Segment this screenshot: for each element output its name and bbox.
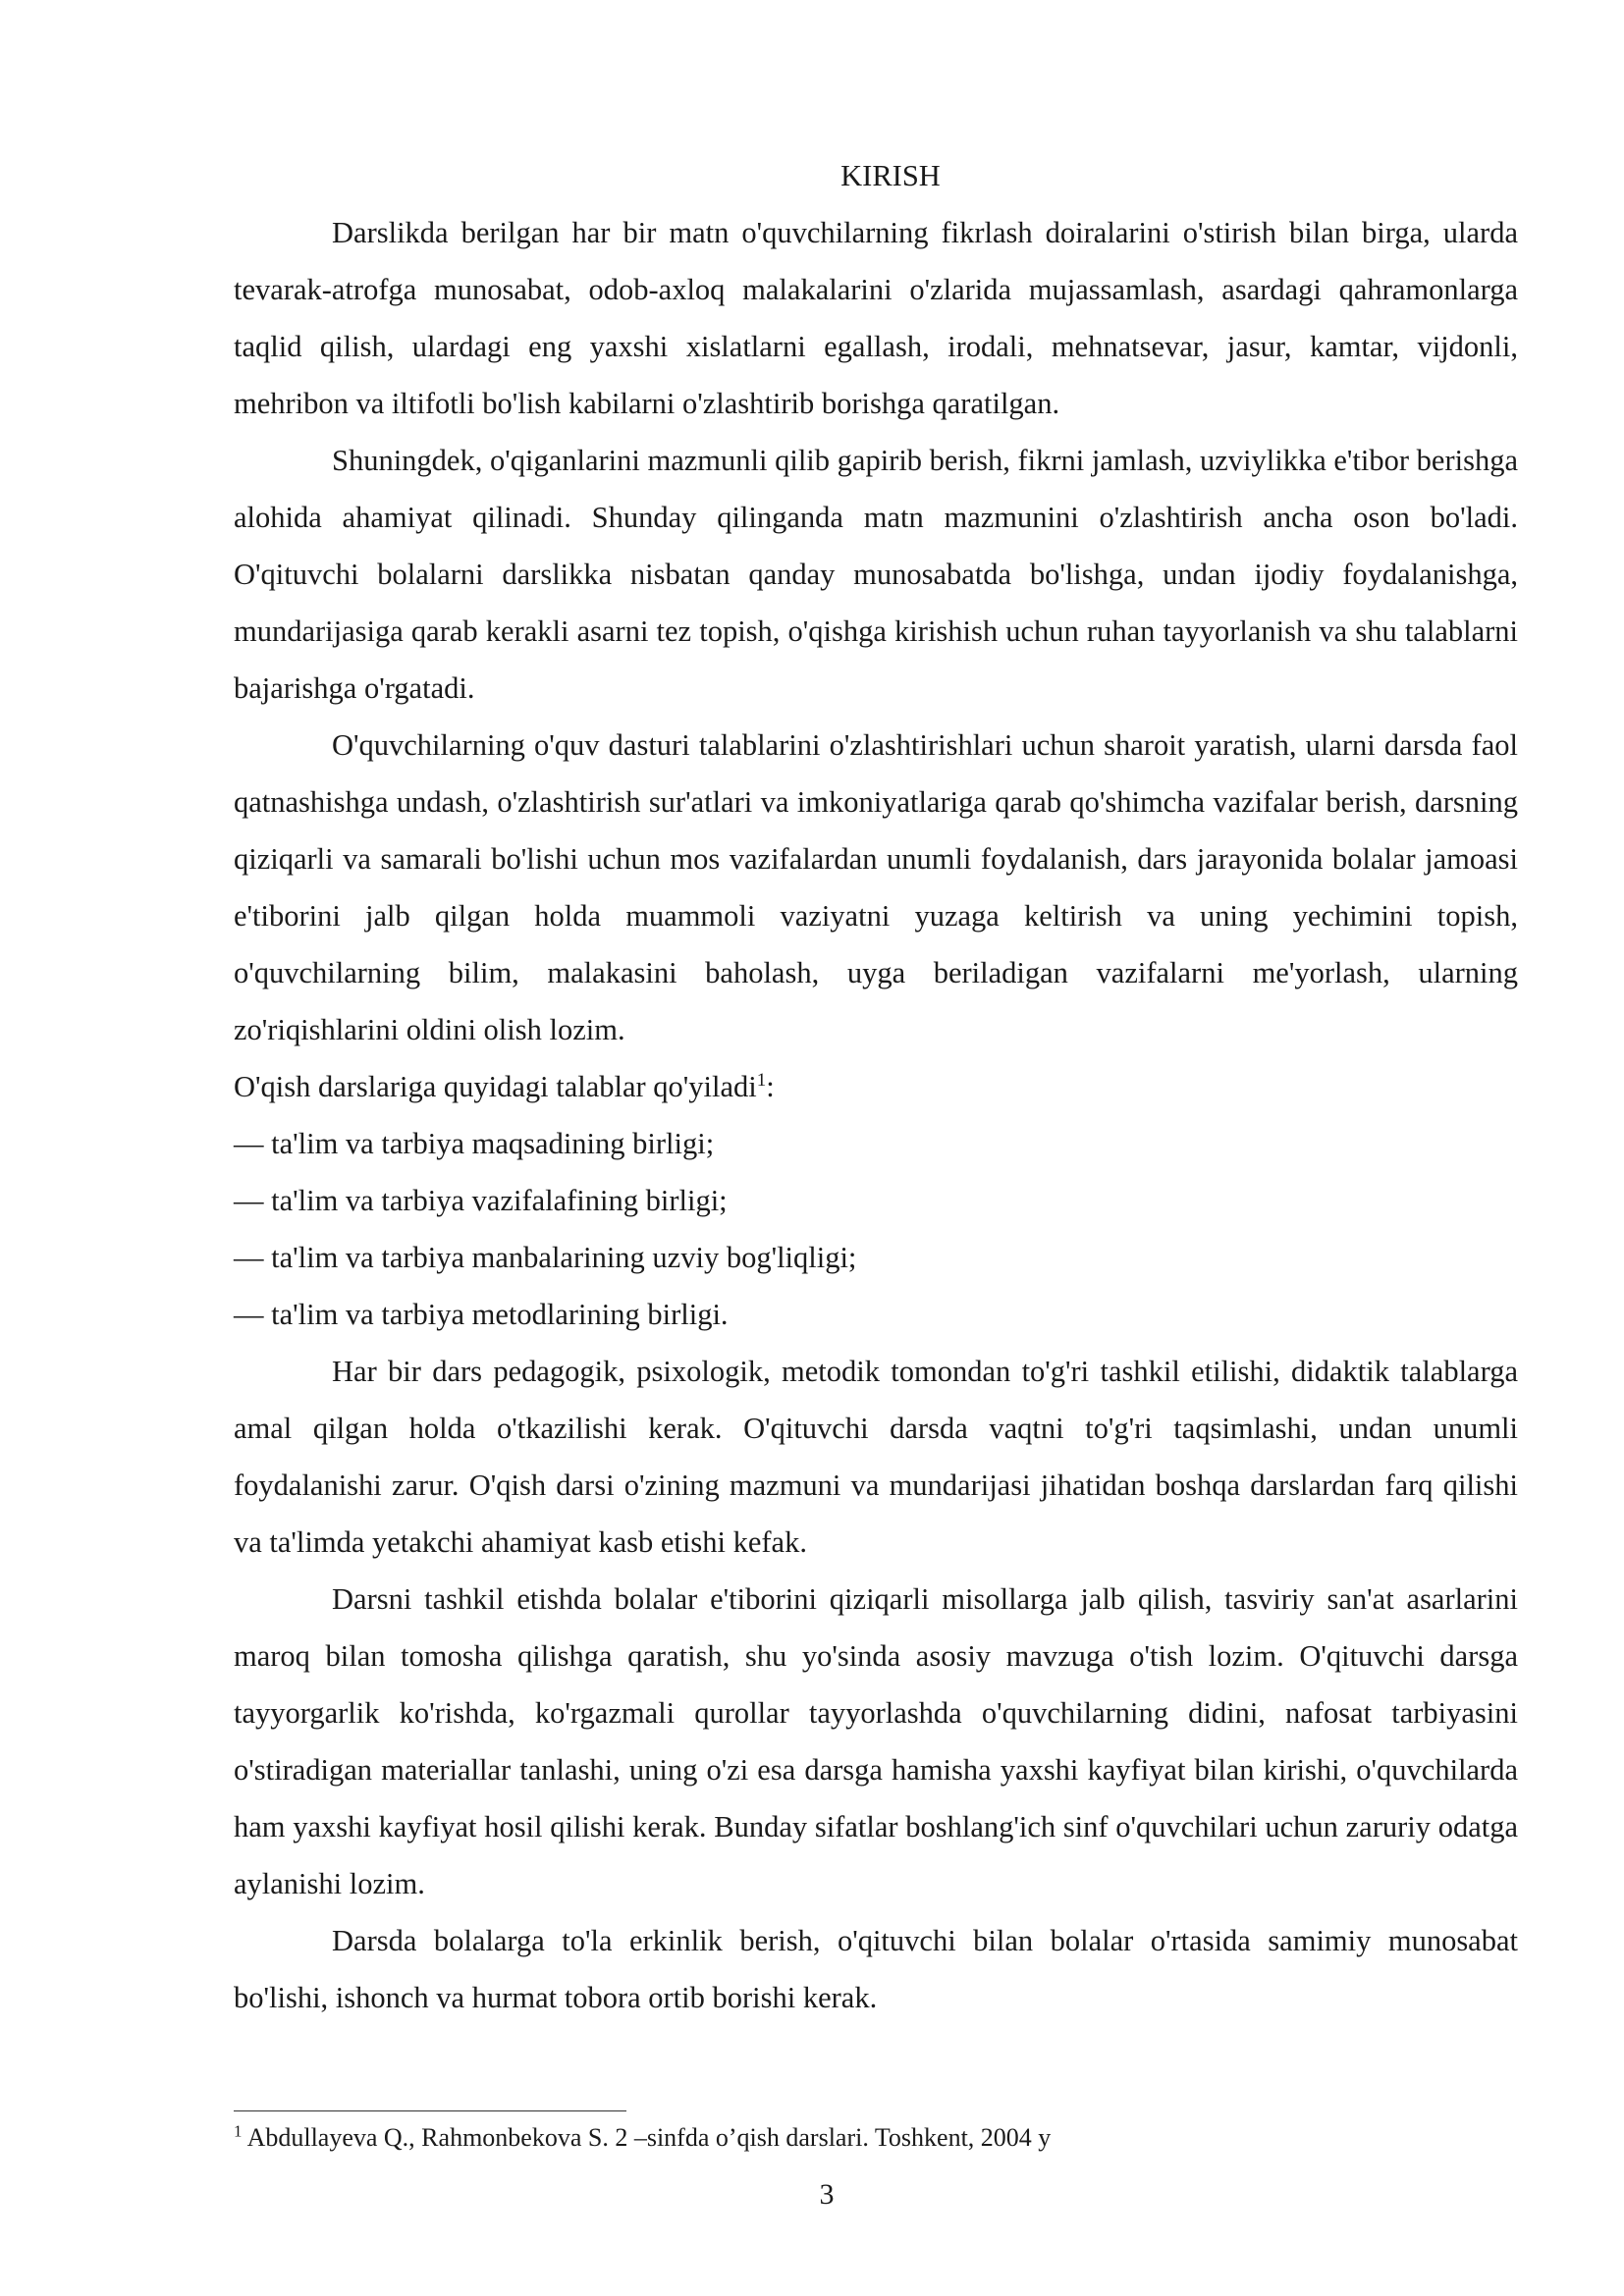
requirements-intro-colon: : [766, 1070, 775, 1103]
requirements-intro-text: O'qish darslariga quyidagi talablar qo'yiladi [234, 1070, 757, 1103]
list-item: — ta'lim va tarbiya vazifalafining birligi; [234, 1184, 728, 1217]
list-item: — ta'lim va tarbiya metodlarining birligi. [234, 1298, 729, 1331]
footnote-text: Abdullayeva Q., Rahmonbekova S. 2 –sinfda o’qish darslari. Toshkent, 2004 y [242, 2123, 1052, 2152]
paragraph-3: O'quvchilarning o'quv dasturi talablarini o'zlashtirishlari uchun sharoit yaratish, ularni darsda faol qatnashishga undash, o'zlashtirish sur'atlari va imkoniyatlariga qarab qo'shimcha vazifalar berish, darsning qiziqarli va samarali bo'lishi uchun mos vazifalardan unumli foydalanish, dars jarayonida bolalar jamoasi e'tiborini jalb qilgan holda muammoli vaziyatni yuzaga keltirish va uning yechimini topish, o'quvchilarning bilim, malakasini baholash, uyga beriladigan vazifalarni me'yorlash, ularning zo'riqishlarini oldini olish lozim. [234, 728, 1518, 1046]
footnote-marker: 1 [234, 2121, 243, 2141]
footnote-reference[interactable]: 1 [756, 1069, 767, 1091]
paragraph-2: Shuningdek, o'qiganlarini mazmunli qilib gapirib berish, fikrni jamlash, uzviylikka e'tibor berishga alohida ahamiyat qilinadi. Shunday qilinganda matn mazmunini o'zlashtirish ancha oson bo'ladi. O'qituvchi bolalarni darslikka nisbatan qanday munosabatda bo'lishga, undan ijodiy foydalanishga, mundarijasiga qarab kerakli asarni tez topish, o'qishga kirishish uchun ruhan tayyorlanish va shu talablarni bajarishga o'rgatadi. [234, 444, 1518, 705]
paragraph-requirements-intro [234, 1058, 1518, 1115]
footnote-divider [234, 2110, 626, 2111]
paragraph-6: Darsni tashkil etishda bolalar e'tiborini qiziqarli misollarga jalb qilish, tasviriy san'at asarlarini maroq bilan tomosha qilishga qaratish, shu yo'sinda asosiy mavzuga o'tish lozim. O'qituvchi darsga tayyorgarlik ko'rishda, ko'rgazmali qurollar tayyorlashda o'quvchilarning didini, nafosat tarbiyasini o'stiradigan materiallar tanlashi, uning o'zi esa darsga hamisha yaxshi kayfiyat bilan kirishi, o'quvchilarda ham yaxshi kayfiyat hosil qilishi kerak. Bunday sifatlar boshlang'ich sinf o'quvchilari uchun zaruriy odatga aylanishi lozim. [234, 1582, 1518, 1900]
paragraph-1: Darslikda berilgan har bir matn o'quvchilarning fikrlash doiralarini o'stirish bilan birga, ularda tevarak-atrofga munosabat, odob-axloq malakalarini o'zlarida mujassamlash, asardagi qahramonlarga taqlid qilish, ulardagi eng yaxshi xislatlarni egallash, irodali, mehnatsevar, jasur, kamtar, vijdonli, mehribon va iltifotli bo'lish kabilarni o'zlashtirib borishga qaratilgan. [234, 216, 1518, 420]
section-heading: KIRISH [840, 159, 941, 192]
paragraph-5: Har bir dars pedagogik, psixologik, metodik tomondan to'g'ri tashkil etilishi, didaktik talablarga amal qilgan holda o'tkazilishi kerak. O'qituvchi darsda vaqtni to'g'ri taqsimlashi, undan unumli foydalanishi zarur. O'qish darsi o'zining mazmuni va mundarijasi jihatidan boshqa darslardan farq qilishi va ta'limda yetakchi ahamiyat kasb etishi kefak. [234, 1355, 1518, 1559]
list-item: — ta'lim va tarbiya manbalarining uzviy bog'liqligi; [234, 1241, 857, 1274]
footnote [234, 2120, 1518, 2156]
list-item: — ta'lim va tarbiya maqsadining birligi; [234, 1127, 715, 1160]
page-number: 3 [819, 2178, 835, 2211]
document-body [234, 147, 1518, 2026]
paragraph-7: Darsda bolalarga to'la erkinlik berish, o'qituvchi bilan bolalar o'rtasida samimiy munosabat bo'lishi, ishonch va hurmat tobora ortib borishi kerak. [234, 1924, 1518, 2014]
